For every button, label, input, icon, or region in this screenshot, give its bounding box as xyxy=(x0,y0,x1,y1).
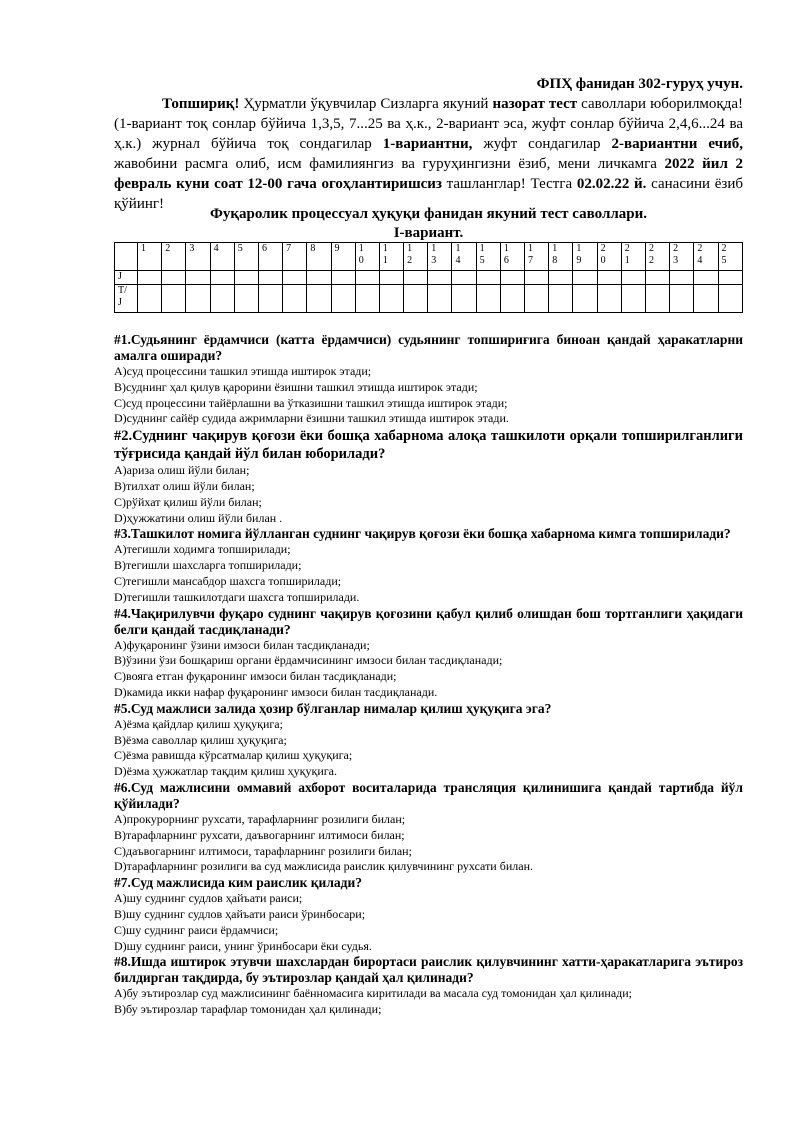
intro-bold: 1-вариантни, xyxy=(382,136,473,152)
question-number-cell xyxy=(476,243,500,271)
check-cell xyxy=(718,285,743,313)
question-number-digit: 1 xyxy=(455,243,461,254)
question-number-cell xyxy=(186,243,210,271)
check-cell xyxy=(379,285,403,313)
question-number-digit: 1 xyxy=(382,243,388,254)
question-number-digit: 2 xyxy=(407,255,413,266)
check-cell xyxy=(597,285,621,313)
intro-bold: назорат тест xyxy=(492,96,578,112)
answer-cell[interactable] xyxy=(621,271,645,285)
answer-table-check-row xyxy=(115,285,743,313)
answer-table xyxy=(114,242,743,313)
question-number-digit: 2 xyxy=(721,243,727,254)
check-cell xyxy=(452,285,476,313)
answer-option: C)тегишли мансабдор шахсга топширилади; xyxy=(114,573,342,588)
question-title: #7.Суд мажлисида ким раислик қилади? xyxy=(114,875,363,891)
answer-option: A)суд процессини ташкил этишда иштирок этади; xyxy=(114,364,372,378)
question-title: #1.Судьянинг ёрдамчиси (катта ёрдамчиси) судьянинг топшириғига биноан қандай ҳаракатларни амалга оширади? xyxy=(114,332,743,363)
question-number-cell xyxy=(428,243,452,271)
question-number-digit: 1 xyxy=(141,243,146,254)
question-number-digit: 1 xyxy=(528,243,533,254)
question-title: #4.Чақирилувчи фуқаро суднинг чақирув қоғозини қабул қилиб олишдан бош тортганлиги ҳақидаги белги қандай тасдиқланади? xyxy=(114,605,743,637)
answer-cell[interactable] xyxy=(500,271,524,285)
question-number-cell xyxy=(670,243,694,271)
question-number-digit: 1 xyxy=(407,243,413,254)
question-number-cell xyxy=(234,243,258,271)
question-number-cell xyxy=(549,243,573,271)
intro-text: саволлари юборилмоқда! (1-вариант тоқ сонлар бўйича 1,3,5, 7...25 ва ҳ.к., 2-вариант эса, жуфт сонлар бўйича 2,4,6...24 ва ҳ.к.) журнал бўйича тоқ сондагилар xyxy=(114,96,743,152)
question-number-digit: 3 xyxy=(189,243,195,254)
answer-cell[interactable] xyxy=(573,271,597,285)
question-number-digit: 1 xyxy=(503,243,509,254)
question-block xyxy=(114,427,743,526)
answer-option: D)суднинг сайёр судида ажримларни ёзишни ташкил этишда иштирок этади. xyxy=(114,411,509,426)
answer-option: C)ёзма равишда кўрсатмалар қилиш ҳуқуқига; xyxy=(114,748,353,763)
question-number-cell xyxy=(307,243,331,271)
question-number-digit: 5 xyxy=(237,243,243,254)
question-block xyxy=(114,780,743,875)
answer-cell[interactable] xyxy=(138,271,162,285)
question-number-digit: 1 xyxy=(479,243,485,254)
question-number-digit: 1 xyxy=(358,243,364,254)
check-cell xyxy=(258,285,282,313)
answer-option: A)прокурорнинг рухсати, тарафларнинг розилиги билан; xyxy=(114,811,406,826)
question-number-digit: 2 xyxy=(673,243,679,254)
question-number-digit: 2 xyxy=(697,243,703,254)
answer-table-corner-cell xyxy=(115,243,138,271)
question-number-digit: 6 xyxy=(261,243,267,254)
answer-option: A)шу суднинг судлов ҳайъати раиси; xyxy=(114,891,303,906)
question-number-digit: 0 xyxy=(600,255,606,266)
intro-text: ташланглар! Тестга xyxy=(441,176,577,192)
answer-cell[interactable] xyxy=(428,271,452,285)
answer-option: B)шу суднинг судлов ҳайъати раиси ўринбосари; xyxy=(114,906,366,921)
answer-table-answer-row xyxy=(115,271,743,285)
question-number-digit: 4 xyxy=(697,255,703,266)
question-block xyxy=(114,875,743,954)
answer-cell[interactable] xyxy=(379,271,403,285)
check-cell xyxy=(138,285,162,313)
question-block xyxy=(114,526,743,605)
check-cell xyxy=(162,285,186,313)
answer-option: B)тилхат олиш йўли билан; xyxy=(114,478,255,493)
answer-option: B)тарафларнинг рухсати, даъвогарнинг илтимоси билан; xyxy=(114,827,405,842)
variant-title: I-вариант. xyxy=(393,225,464,241)
answer-option: B)ёзма саволлар қилиш ҳуқуқига; xyxy=(114,732,287,747)
question-title: #2.Суднинг чақирув қоғози ёки бошқа хабарнома алоқа ташкилоти орқали топширилганлиги тўғрисида қандай йўл билан юборилади? xyxy=(114,428,743,463)
question-number-cell xyxy=(138,243,162,271)
intro-date: 02.02.22 й. xyxy=(576,176,647,192)
answer-option: A)бу эътирозлар суд мажлисининг баённомасига киритилади ва масала суд томонидан ҳал қилинади; xyxy=(114,986,633,1001)
group-line: ФПҲ фанидан 302-гуруҳ учун. xyxy=(536,76,743,92)
answer-cell[interactable] xyxy=(476,271,500,285)
question-number-cell xyxy=(621,243,645,271)
check-cell xyxy=(428,285,452,313)
question-number-cell xyxy=(597,243,621,271)
answer-option: B)бу эътирозлар тарафлар томонидан ҳал қилинади; xyxy=(114,1002,382,1017)
question-number-digit: 2 xyxy=(648,255,654,266)
question-number-cell xyxy=(500,243,524,271)
check-cell xyxy=(670,285,694,313)
question-number-cell xyxy=(283,243,307,271)
intro-task-label: Топшириқ! xyxy=(162,96,240,112)
question-number-cell xyxy=(452,243,476,271)
question-number-digit: 5 xyxy=(479,255,485,266)
answer-option: A)фуқаронинг ўзини имзоси билан тасдиқланади; xyxy=(114,637,370,652)
question-number-digit: 3 xyxy=(673,255,679,266)
answer-option: A)тегишли ходимга топширилади; xyxy=(114,542,291,557)
answer-option: C)рўйхат қилиш йўли билан; xyxy=(114,494,262,509)
question-title: #8.Ишда иштирок этувчи шахслардан бирортаси раислик қилувчининг хатти-ҳаракатларига эътироз билдирган тақдирда, бу эътирозлар қандай ҳал қилинади? xyxy=(114,954,743,986)
question-number-digit: 1 xyxy=(382,255,388,266)
question-number-digit: 2 xyxy=(624,243,630,254)
check-cell xyxy=(331,285,355,313)
question-title: #6.Суд мажлисини оммавий ахборот воситаларида трансляция қилинишига қандай тартибда йўл қўйилади? xyxy=(114,779,743,811)
answer-option: D)тегишли ташкилотдаги шахсга топширилади. xyxy=(114,589,360,604)
answer-option: C)суд процессини тайёрлашни ва ўтказишни ташкил этишда иштирок этади; xyxy=(114,395,508,410)
question-number-digit: 3 xyxy=(431,255,437,266)
question-number-cell xyxy=(331,243,355,271)
answer-option: C)шу суднинг раиси ёрдамчиси; xyxy=(114,922,279,937)
question-block xyxy=(114,954,743,1018)
question-number-cell xyxy=(379,243,403,271)
intro-bold: огоҳлантиришсиз xyxy=(316,176,442,192)
check-cell xyxy=(573,285,597,313)
question-number-digit: 1 xyxy=(624,255,630,266)
question-number-digit: 8 xyxy=(552,255,558,266)
answer-option: D)шу суднинг раиси, унинг ўринбосари ёки судья. xyxy=(114,938,372,953)
check-cell xyxy=(549,285,573,313)
check-cell xyxy=(186,285,210,313)
question-number-cell xyxy=(694,243,718,271)
intro-text: Ҳурматли ўқувчилар Сизларга якуний xyxy=(239,96,493,112)
answer-cell[interactable] xyxy=(210,271,234,285)
answer-cell[interactable] xyxy=(718,271,743,285)
question-number-cell xyxy=(258,243,282,271)
answer-option: A)ёзма қайдлар қилиш ҳуқуқига; xyxy=(114,716,283,731)
question-number-cell xyxy=(718,243,743,271)
answer-option: D)камида икки нафар фуқаронинг имзоси билан тасдиқланади. xyxy=(114,684,438,699)
test-title: Фуқаролик процессуал ҳуқуқи фанидан якуний тест саволлари. xyxy=(209,206,648,222)
check-row-label-line2: J xyxy=(118,297,122,308)
question-number-cell xyxy=(162,243,186,271)
check-cell xyxy=(307,285,331,313)
intro-text: санасини ёзиб қўйинг! xyxy=(114,176,743,212)
question-number-digit: 7 xyxy=(286,243,292,254)
answer-cell[interactable] xyxy=(162,271,186,285)
check-cell xyxy=(621,285,645,313)
question-number-digit: 9 xyxy=(576,255,582,266)
question-number-cell xyxy=(404,243,428,271)
answer-cell[interactable] xyxy=(597,271,621,285)
question-title: #5.Суд мажлиси залида ҳозир бўлганлар нималар қилиш ҳуқуқига эга? xyxy=(114,700,552,716)
check-cell xyxy=(355,285,379,313)
question-number-cell xyxy=(525,243,549,271)
intro-deadline: 2022 йил 2 февраль куни соат 12-00 гача xyxy=(114,156,743,192)
check-cell xyxy=(645,285,669,313)
question-number-digit: 2 xyxy=(648,243,654,254)
answer-option: B)ўзини ўзи бошқариш органи ёрдамчисининг имзоси билан тасдиқланади; xyxy=(114,653,503,668)
check-cell xyxy=(404,285,428,313)
answer-cell[interactable] xyxy=(452,271,476,285)
question-number-digit: 4 xyxy=(213,243,219,254)
answer-option: B)тегишли шахсларга топширилади; xyxy=(114,558,302,573)
answer-cell[interactable] xyxy=(525,271,549,285)
question-number-digit: 2 xyxy=(165,243,171,254)
question-number-digit: 4 xyxy=(455,255,461,266)
question-number-cell xyxy=(355,243,379,271)
answer-option: D)ҳужжатини олиш йўли билан . xyxy=(114,510,283,525)
question-number-digit: 9 xyxy=(334,243,340,254)
answer-cell[interactable] xyxy=(258,271,282,285)
answer-cell[interactable] xyxy=(234,271,258,285)
check-cell xyxy=(283,285,307,313)
answer-table-header-row xyxy=(115,243,743,271)
question-number-digit: 1 xyxy=(431,243,437,254)
question-number-digit: 8 xyxy=(310,243,316,254)
question-number-cell xyxy=(210,243,234,271)
question-title: #3.Ташкилот номига йўлланган суднинг чақирув қоғози ёки бошқа хабарнома кимга топширилади? xyxy=(114,526,731,542)
question-block xyxy=(114,332,743,427)
question-number-digit: 2 xyxy=(600,243,606,254)
check-cell xyxy=(694,285,718,313)
question-number-digit: 1 xyxy=(552,243,558,254)
answer-cell[interactable] xyxy=(404,271,428,285)
answer-row-label: J xyxy=(115,271,138,285)
answer-cell[interactable] xyxy=(186,271,210,285)
answer-cell[interactable] xyxy=(283,271,307,285)
check-row-label xyxy=(115,285,138,313)
answer-cell[interactable] xyxy=(670,271,694,285)
answer-option: D)ёзма ҳужжатлар тақдим қилиш ҳуқуқига. xyxy=(114,764,337,779)
intro-paragraph xyxy=(114,94,743,214)
answer-option: B)суднинг ҳал қилув қарорини ёзишни ташкил этишда иштирок этади; xyxy=(114,379,478,394)
check-row-label-line1: T/ xyxy=(118,285,127,296)
intro-text: жуфт сондагилар xyxy=(472,136,612,152)
answer-option: D)тарафларнинг розилиги ва суд мажлисида раислик қилувчининг рухсати билан. xyxy=(114,859,533,874)
check-cell xyxy=(525,285,549,313)
answer-cell[interactable] xyxy=(549,271,573,285)
question-number-digit: 1 xyxy=(576,243,582,254)
question-list xyxy=(114,332,743,1018)
answer-cell[interactable] xyxy=(331,271,355,285)
question-block xyxy=(114,701,743,780)
check-cell xyxy=(500,285,524,313)
check-cell xyxy=(210,285,234,313)
answer-cell[interactable] xyxy=(694,271,718,285)
intro-text: жавобини расмга олиб, исм фамилиянгиз ва гуруҳингизни ёзиб, мени личкамга xyxy=(114,156,665,172)
question-number-cell xyxy=(573,243,597,271)
intro-bold: 2-вариантни ечиб, xyxy=(611,136,743,152)
question-number-digit: 5 xyxy=(721,255,727,266)
question-number-digit: 6 xyxy=(503,255,509,266)
answer-cell[interactable] xyxy=(355,271,379,285)
answer-option: C)даъвогарнинг илтимоси, тарафларнинг розилиги билан; xyxy=(114,843,412,858)
answer-cell[interactable] xyxy=(645,271,669,285)
answer-cell[interactable] xyxy=(307,271,331,285)
question-number-digit: 7 xyxy=(528,255,533,266)
check-cell xyxy=(476,285,500,313)
check-cell xyxy=(234,285,258,313)
answer-option: A)ариза олиш йўли билан; xyxy=(114,463,250,478)
answer-option: C)вояга етган фуқаронинг имзоси билан тасдиқланади; xyxy=(114,669,397,684)
question-block xyxy=(114,606,743,701)
question-number-digit: 0 xyxy=(358,255,364,266)
question-number-cell xyxy=(645,243,669,271)
